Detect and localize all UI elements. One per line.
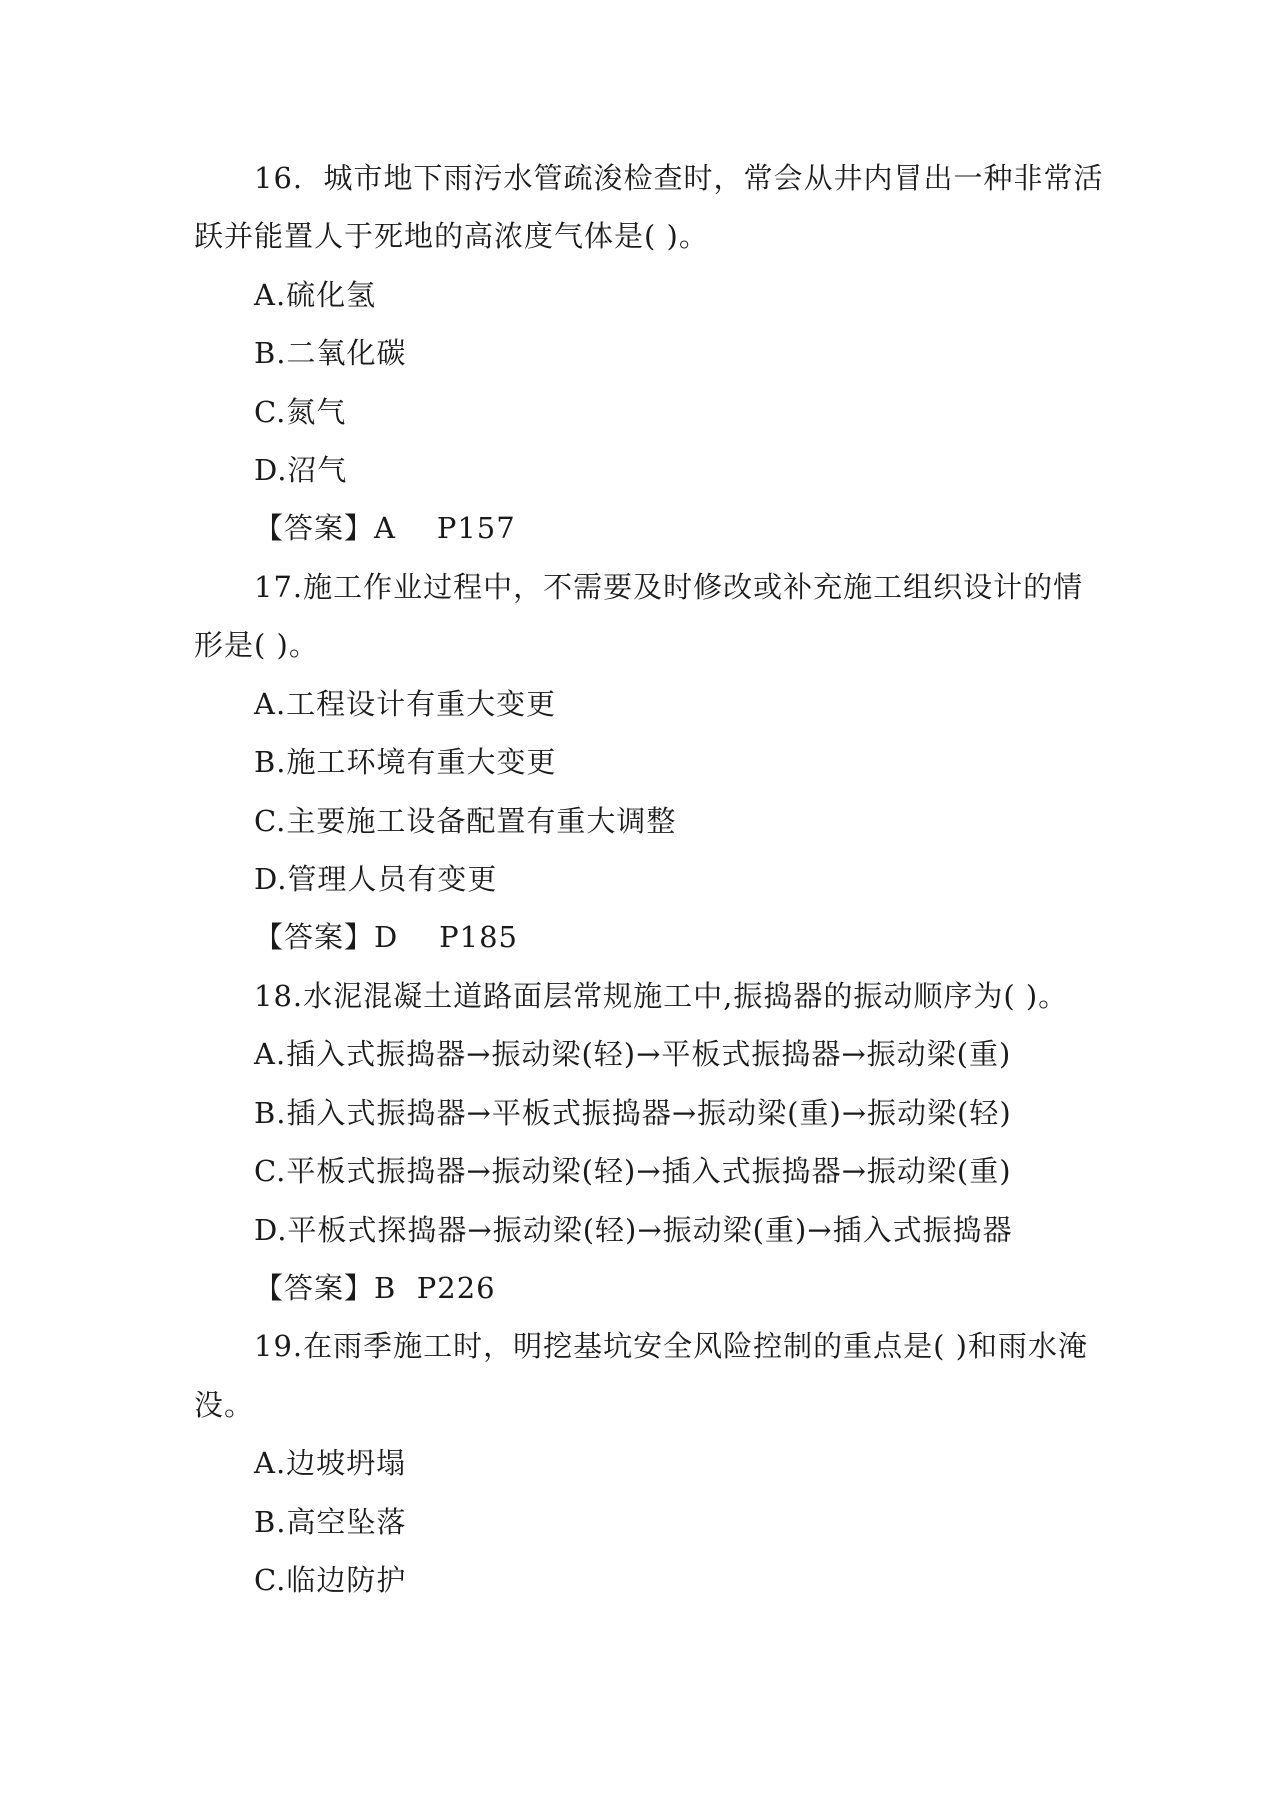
question-19-option-a: A.边坡坍塌 — [254, 1446, 407, 1480]
question-17-line-1: 17.施工作业过程中，不需要及时修改或补充施工组织设计的情 — [254, 570, 1084, 604]
question-19-option-c: C.临边防护 — [254, 1563, 407, 1597]
question-16-option-c: C.氮气 — [254, 395, 347, 429]
question-17-option-b: B.施工环境有重大变更 — [254, 745, 557, 779]
question-16-option-d: D.沼气 — [254, 453, 348, 487]
question-19-line-2: 没。 — [194, 1388, 255, 1422]
question-18-option-c: C.平板式振捣器→振动梁(轻)→插入式振捣器→振动梁(重) — [254, 1154, 1012, 1188]
question-16-line-1: 16. 城市地下雨污水管疏浚检查时，常会从井内冒出一种非常活 — [254, 161, 1104, 195]
question-16-option-b: B.二氧化碳 — [254, 336, 407, 370]
question-18-option-b: B.插入式振捣器→平板式振捣器→振动梁(重)→振动梁(轻) — [254, 1096, 1012, 1130]
question-17-line-2: 形是( )。 — [194, 628, 319, 662]
question-17-option-a: A.工程设计有重大变更 — [254, 687, 557, 721]
question-19-line-1: 19.在雨季施工时，明挖基坑安全风险控制的重点是( )和雨水淹 — [254, 1329, 1088, 1363]
question-18-answer: 【答案】B P226 — [254, 1271, 496, 1305]
question-17-option-c: C.主要施工设备配置有重大调整 — [254, 804, 677, 838]
question-19-option-b: B.高空坠落 — [254, 1505, 407, 1539]
question-17-answer: 【答案】D P185 — [254, 920, 518, 954]
question-16-answer: 【答案】A P157 — [254, 511, 516, 545]
question-16-line-2: 跃并能置人于死地的高浓度气体是( )。 — [194, 219, 709, 253]
question-18-option-a: A.插入式振捣器→振动梁(轻)→平板式振捣器→振动梁(重) — [254, 1037, 1012, 1071]
question-18-line-1: 18.水泥混凝土道路面层常规施工中,振捣器的振动顺序为( )。 — [254, 979, 1069, 1013]
question-18-option-d: D.平板式探捣器→振动梁(轻)→振动梁(重)→插入式振捣器 — [254, 1213, 1013, 1247]
question-16-option-a: A.硫化氢 — [254, 278, 377, 312]
question-17-option-d: D.管理人员有变更 — [254, 862, 498, 896]
